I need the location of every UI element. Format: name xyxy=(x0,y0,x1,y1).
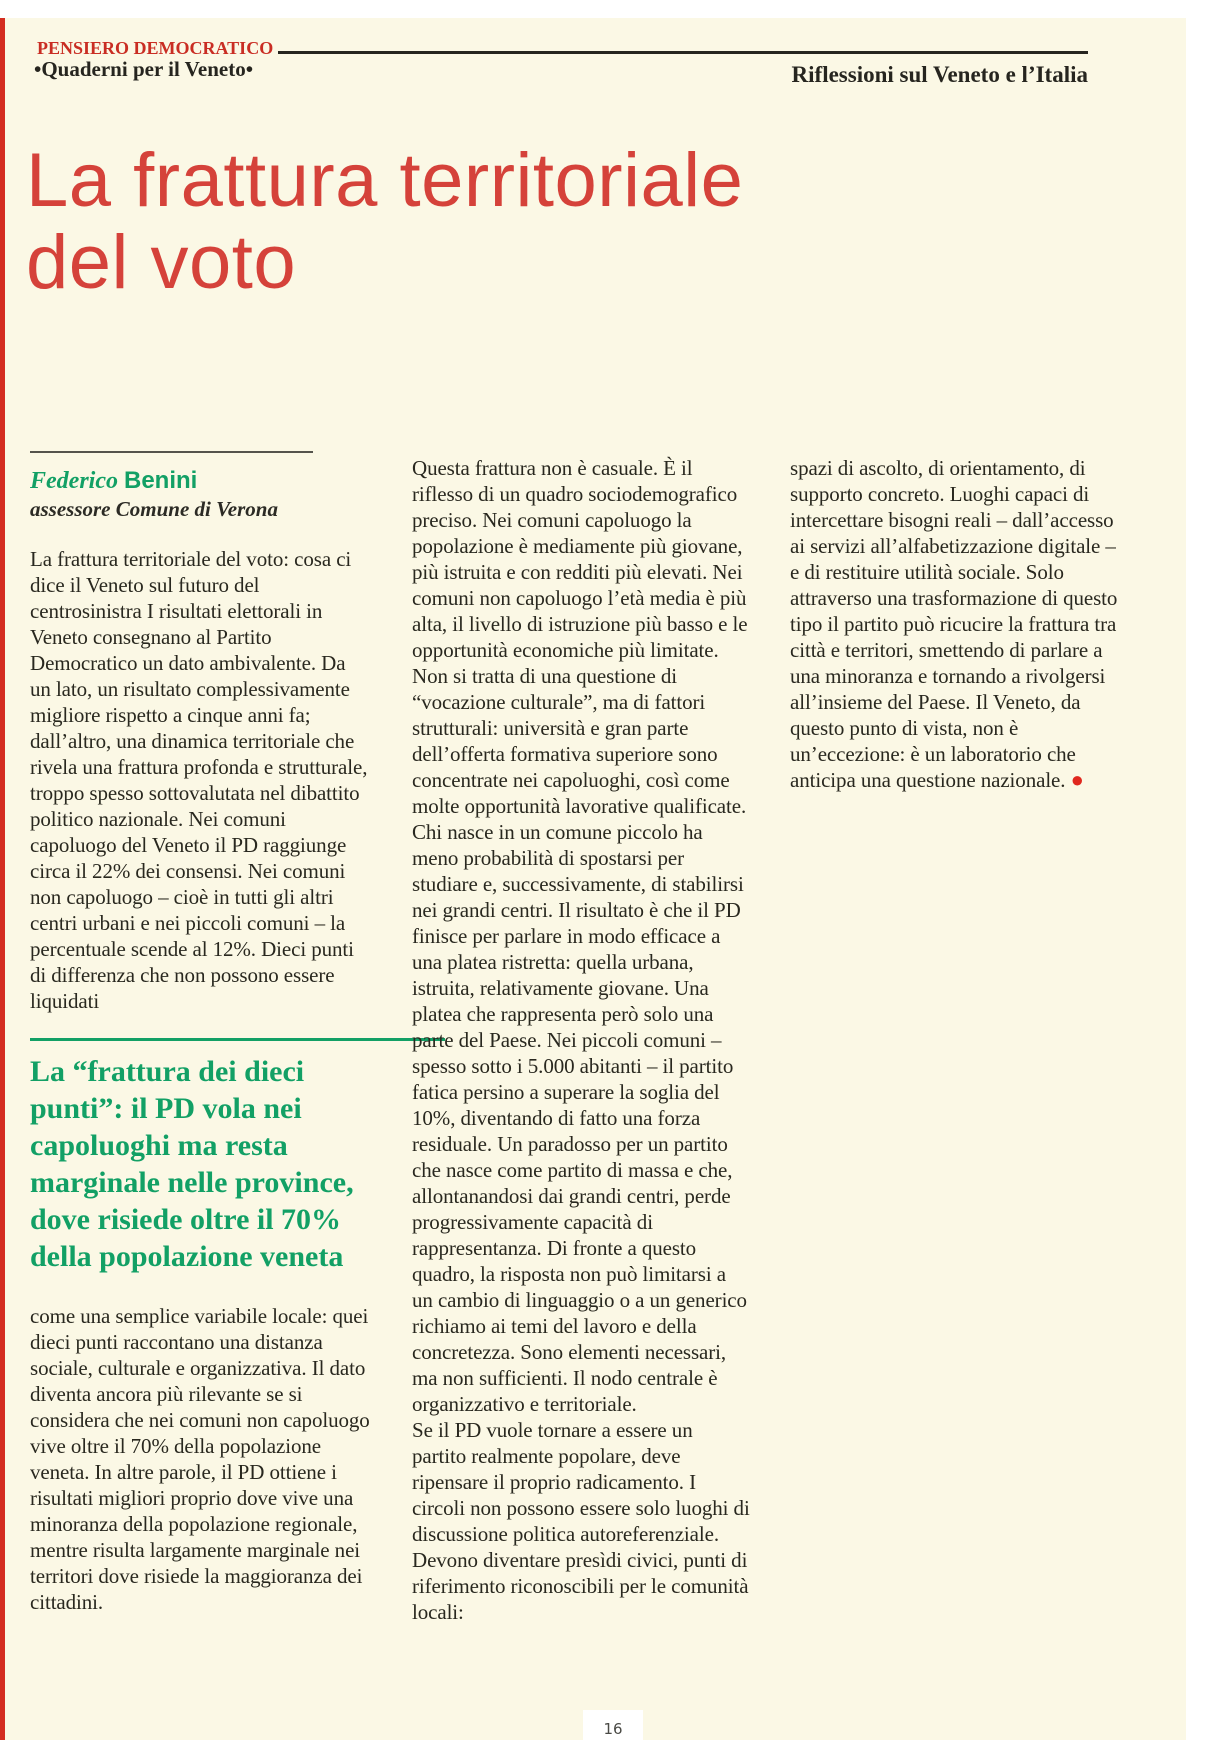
body-paragraph-col2-1: Questa frattura non è casuale. È il riflesso di un quadro sociodemografico preciso. Nei comuni capoluogo la popolazione è mediamente più giovane, più istruita e con redditi più elevati. Nei comuni non capoluogo l’età media è più alta, il livello di istruzione più basso e le opportunità economiche più limitate. Non si tratta di una questione di “vocazione culturale”, ma di fattori strutturali: università e gran parte dell’offerta formativa superiore sono concentrate nei capoluoghi, così come molte opportunità lavorative qualificate. Chi nasce in un comune piccolo ha meno probabilità di spostarsi per studiare e, successivamente, di stabilirsi nei grandi centri. Il risultato è che il PD finisce per parlare in modo efficace a una platea ristretta: quella urbana, istruita, relativamente giovane. Una platea che rappresenta però solo una parte del Paese. Nei piccoli comuni – spesso sotto i 5.000 abitanti – il partito fatica persino a superare la soglia del 10%, diventando di fatto una forza residuale. Un paradosso per un partito che nasce come partito di massa e che, allontanandosi dai grandi centri, perde progressivamente capacità di rappresentanza. Di fronte a questo quadro, la risposta non può limitarsi a un cambio di linguaggio o a un generico richiamo ai temi del lavoro e della concretezza. Sono elementi necessari, ma non sufficienti. Il nodo centrale è organizzativo e territoriale. xyxy=(412,456,748,1416)
body-paragraph-col2-2: Se il PD vuole tornare a essere un partito realmente popolare, deve ripensare il proprio radicamento. I circoli non possono essere solo luoghi di discussione politica autoreferenziale. Devono diventare presìdi civici, punti di riferimento riconoscibili per le comunità locali: xyxy=(412,1418,750,1624)
column-2 xyxy=(412,455,750,1625)
body-paragraph-col1-part2: come una semplice variabile locale: quei dieci punti raccontano una distanza sociale, culturale e organizzativa. Il dato diventa ancora più rilevante se si considera che nei comuni non capoluogo vive oltre il 70% della popolazione veneta. In altre parole, il PD ottiene i risultati migliori proprio dove vive una minoranza della popolazione regionale, mentre risulta largamente marginale nei territori dove risiede la maggioranza dei cittadini. xyxy=(30,1304,370,1614)
column-1 xyxy=(30,546,370,1615)
column-3 xyxy=(790,455,1128,793)
section-title: Riflessioni sul Veneto e l’Italia xyxy=(791,62,1088,87)
author-last-name: Benini xyxy=(123,467,198,494)
masthead-brand: PENSIERO DEMOCRATICO xyxy=(37,38,274,58)
end-of-article-dot: ● xyxy=(1070,767,1084,792)
page-number-value: 16 xyxy=(603,1720,623,1738)
body-text-col3: spazi di ascolto, di orientamento, di supporto concreto. Luoghi capaci di intercettare bisogni reali – dall’accesso ai servizi all’alfabetizzazione digitale – e di restituire utilità sociale. Solo attraverso una trasformazione di questo tipo il partito può ricucire la frattura tra città e territori, smettendo di parlare a una minoranza e tornando a rivolgersi all’insieme del Paese. Il Veneto, da questo punto di vista, non è un’eccezione: è un laboratorio che anticipa una questione nazionale. xyxy=(790,456,1118,792)
left-edge-red-line xyxy=(0,18,5,1740)
author-byline xyxy=(30,467,197,495)
body-paragraph-col1-part1: La frattura territoriale del voto: cosa ci dice il Veneto sul futuro del centrosinistra I risultati elettorali in Veneto consegnano al Partito Democratico un dato ambivalente. Da un lato, un risultato complessivamente migliore rispetto a cinque anni fa; dall’altro, una dinamica territoriale che rivela una frattura profonda e strutturale, troppo spesso sottovalutata nel dibattito politico nazionale. Nei comuni capoluogo del Veneto il PD raggiunge circa il 22% dei consensi. Nei comuni non capoluogo – cioè in tutti gli altri centri urbani e nei piccoli comuni – la percentuale scende al 12%. Dieci punti di differenza che non possono essere liquidati xyxy=(30,547,368,1013)
author-rule xyxy=(30,451,313,453)
pull-quote: La “frattura dei dieci punti”: il PD vola nei capoluoghi ma resta marginale nelle province, dove risiede oltre il 70% della popolazione veneta xyxy=(30,1055,354,1273)
header-rule xyxy=(278,51,1088,54)
author-first-name: Federico xyxy=(30,468,118,494)
masthead-subbrand: •Quaderni per il Veneto• xyxy=(34,57,254,81)
article-title-line1: La frattura territoriale xyxy=(26,138,744,223)
article-title-line2: del voto xyxy=(26,220,297,305)
page-number xyxy=(583,1710,643,1751)
pull-quote-rule xyxy=(30,1038,445,1041)
magazine-page xyxy=(0,18,1186,1740)
author-role: assessore Comune di Verona xyxy=(30,497,278,521)
article-title xyxy=(26,140,743,304)
body-paragraph-col3 xyxy=(790,455,1128,793)
